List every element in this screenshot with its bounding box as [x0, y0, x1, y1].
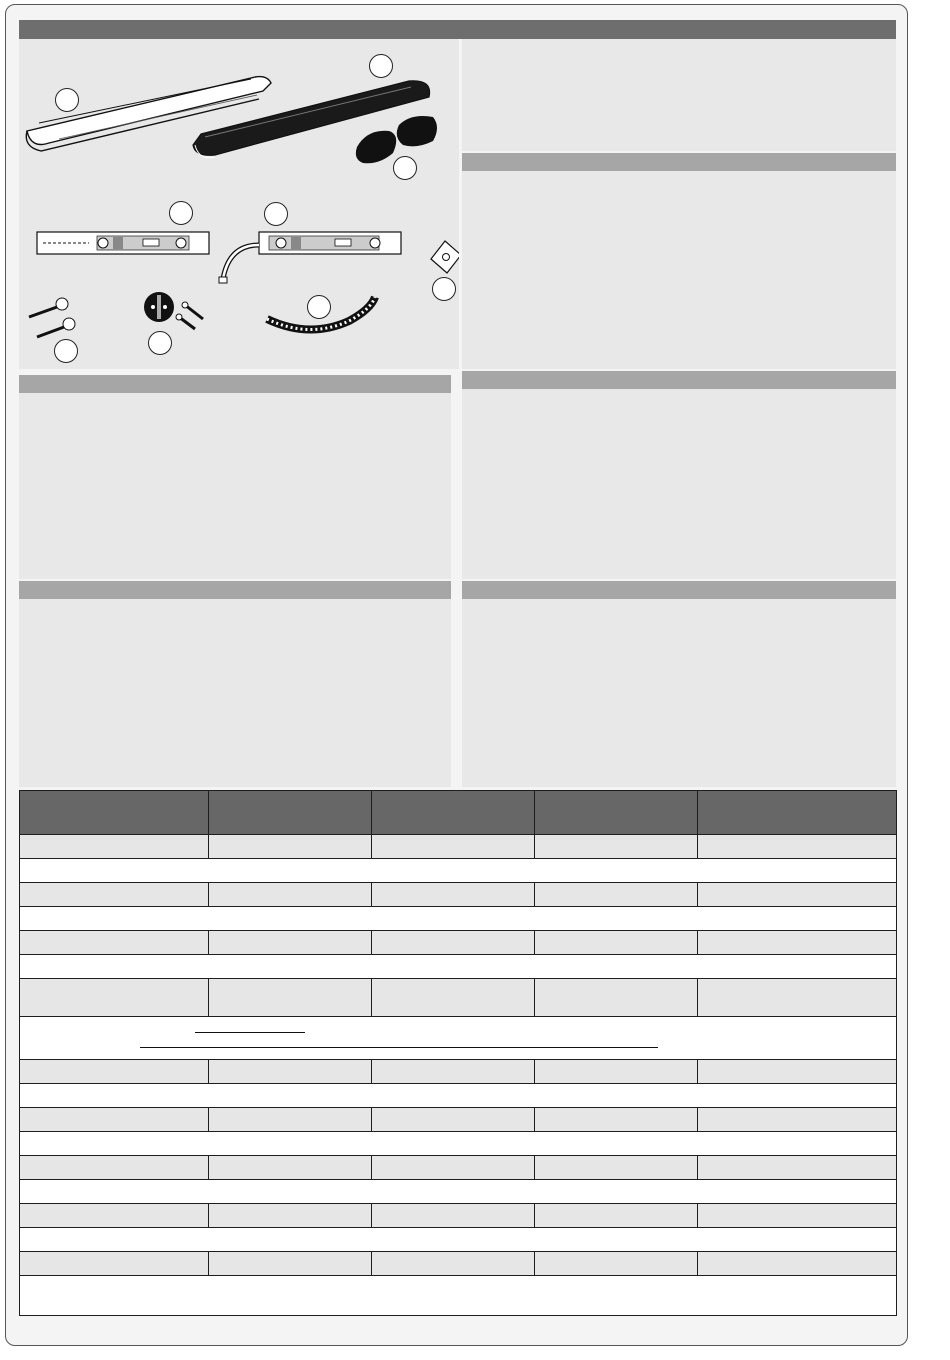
table-section-row: [20, 1228, 897, 1252]
callout-9: [54, 339, 78, 363]
section-body-right-3: [462, 599, 896, 787]
end-caps-drawing: [356, 116, 437, 163]
table-note-row: [20, 1017, 897, 1060]
table-row: [20, 1204, 897, 1228]
callout-2: [369, 54, 393, 78]
callout-4: [169, 201, 193, 225]
section-header-left-2: [19, 375, 451, 393]
title-bar: [19, 20, 896, 39]
table-section-row: [20, 907, 897, 931]
table-section-row: [20, 859, 897, 883]
transmitter-board-drawing: [219, 232, 401, 283]
section-header-right-2: [462, 371, 896, 389]
callout-8: [148, 331, 172, 355]
callout-3: [393, 156, 417, 180]
underline-short: [195, 1032, 305, 1033]
callout-6: [432, 277, 456, 301]
technical-specs-table: [19, 790, 897, 1316]
table-row: [20, 883, 897, 907]
table-row: [20, 1156, 897, 1180]
table-footer-row: [20, 1276, 897, 1316]
receiver-board-drawing: [37, 232, 209, 254]
callout-1: [55, 88, 79, 112]
section-header-right-1: [462, 153, 896, 171]
table-row: [20, 979, 897, 1017]
underline-long: [140, 1047, 658, 1048]
table-header-row: [20, 791, 897, 835]
table-row: [20, 931, 897, 955]
section-body-right-1: [462, 171, 896, 369]
section-body-left-2: [19, 393, 451, 579]
table-row: [20, 1060, 897, 1084]
section-body-left-3: [19, 599, 451, 787]
table-section-row: [20, 1132, 897, 1156]
table-row: [20, 1252, 897, 1276]
adhesive-pad-drawing: [431, 241, 459, 273]
callout-7: [307, 295, 331, 319]
section-body-right-2: [462, 389, 896, 579]
parts-illustration: [19, 39, 459, 369]
table-section-row: [20, 1084, 897, 1108]
description-panel: [462, 39, 896, 151]
section-header-left-3: [19, 581, 451, 599]
section-header-right-3: [462, 581, 896, 599]
table-section-row: [20, 955, 897, 979]
table-row: [20, 1108, 897, 1132]
fixing-screws-drawing: [29, 298, 75, 337]
table-row: [20, 835, 897, 859]
illustration-panel: [19, 39, 459, 369]
safety-plate-drawing: [144, 292, 203, 329]
table-section-row: [20, 1180, 897, 1204]
callout-5: [264, 202, 288, 226]
